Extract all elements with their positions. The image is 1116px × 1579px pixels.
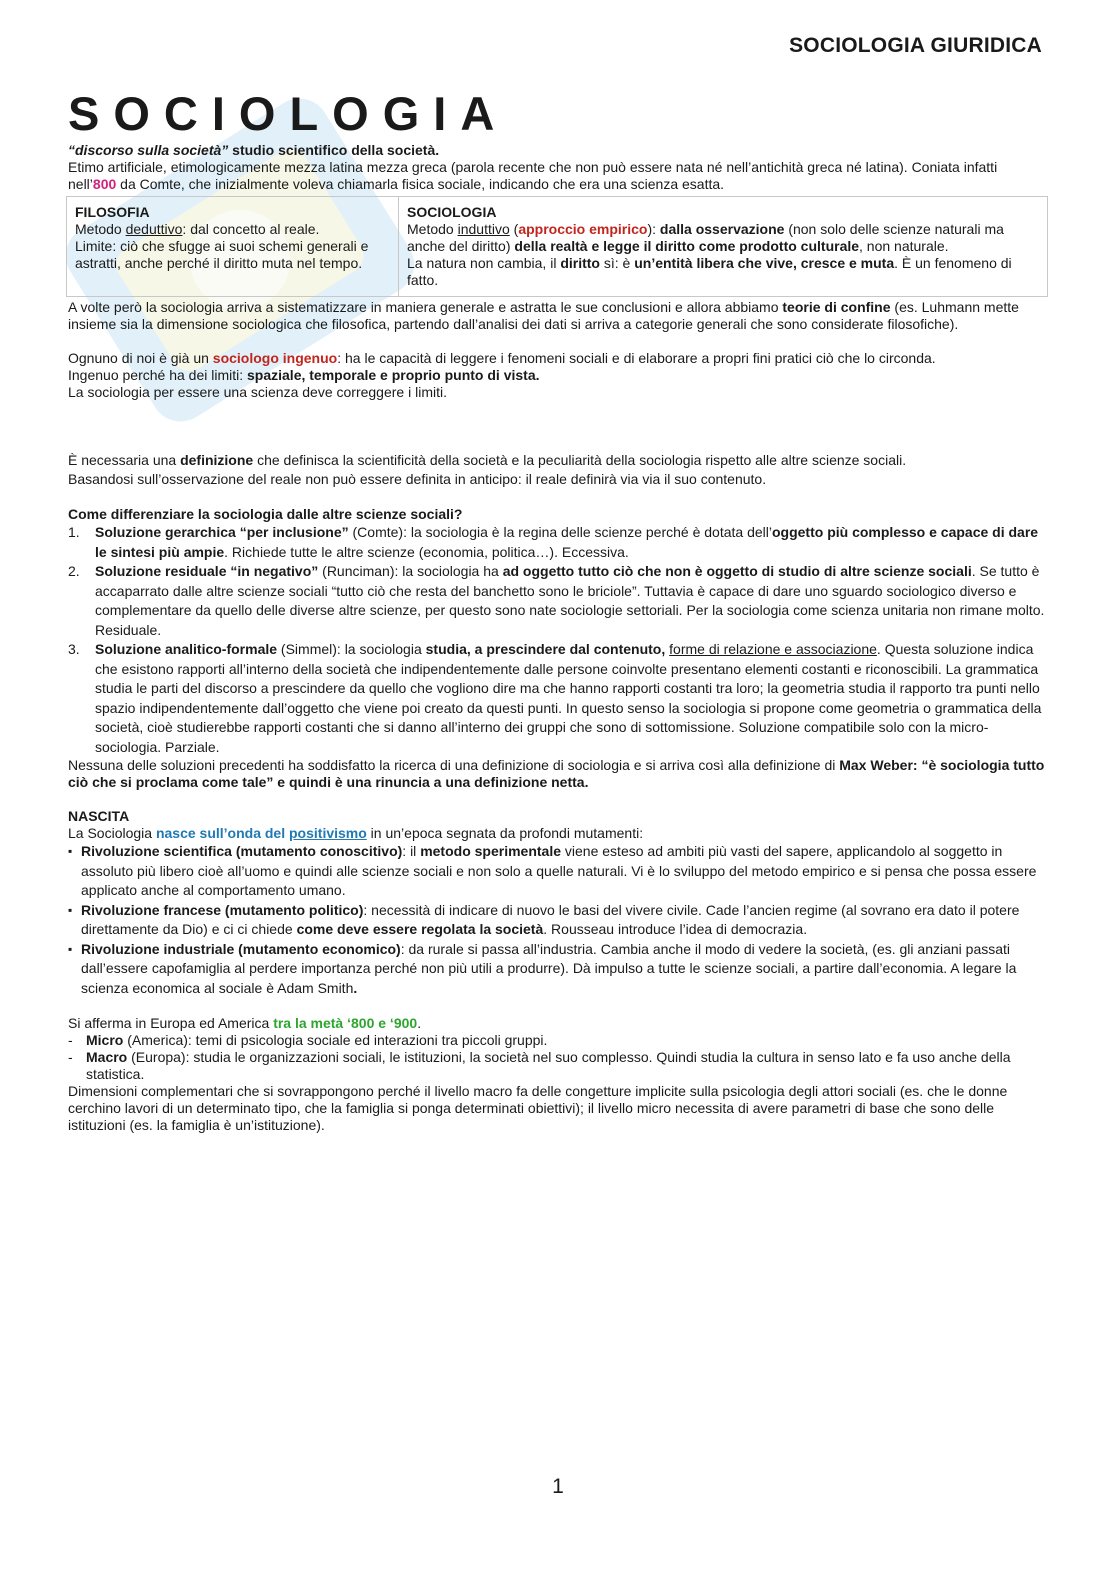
europa-period: tra la metà ‘800 e ‘900: [273, 1015, 418, 1031]
rivoluzione-text-2: . Rousseau introduce l’idea di democrazia.: [543, 921, 808, 937]
sociologia-method: [407, 221, 1039, 255]
solution-text-2: . Richiede tutte le altre scienze (economia, politica…). Eccessiva.: [224, 543, 629, 560]
rivoluzione-text-2: viene esteso ad ambiti più vasti del sapere, applicandolo al soggetto in assoluto più libero cioè all’uomo e quindi alle scienze sociali e non solo a quelle naturali. Vi è lo sviluppo del metodo empirico e si pensa che possa essere applicato anche al comportamento umano.: [81, 843, 1037, 898]
soc-colon: ):: [647, 221, 660, 237]
document-body: [68, 86, 1048, 1134]
confine-text: A volte però la sociologia arriva a sistematizzare in maniera generale e astratta le sue conclusioni e allora abbiamo: [68, 299, 783, 315]
soc-osservazione: dalla osservazione: [659, 221, 785, 237]
europa-text: Si afferma in Europa ed America: [68, 1015, 274, 1031]
definizione-paragraph-2: Basandosi sull’osservazione del reale non può essere definita in anticipo: il reale definirà via via il suo contenuto.: [68, 471, 767, 487]
etimo-800: 800: [92, 176, 117, 192]
micro-macro-item: [68, 1049, 1048, 1083]
subtitle-quote: “discorso sulla società”: [68, 142, 229, 158]
rivoluzioni-list: [68, 842, 1048, 998]
micro-macro-item: [68, 1032, 1048, 1049]
soc-entita: un’entità libera che vive, cresce e muta: [634, 255, 895, 271]
sociologia-method-type: induttivo: [457, 221, 510, 237]
ingenuo-limiti: [68, 367, 1048, 384]
micro-macro-title: Macro: [86, 1049, 128, 1065]
filosofia-method-label: Metodo: [75, 221, 126, 237]
sociologia-natura: [407, 255, 1039, 289]
dimensioni-paragraph: Dimensioni complementari che si sovrappongono perché il livello macro fa delle congetture implicite sulla psicologia degli attori sociali (es. che le donne cerchino lavori di un determinato tipo, che la famiglia si ponga determinati obiettivi); il livello micro necessita di avere parametri di base che sono delle istituzioni (es. la famiglia è un’istituzione).: [68, 1083, 1008, 1133]
etimo-paragraph: [68, 159, 1048, 193]
teorie-di-confine: teorie di confine: [782, 299, 891, 315]
nascita-text-2: in un’epoca segnata da profondi mutamenti:: [366, 825, 644, 841]
soc-realta: della realtà e legge il diritto come prodotto culturale: [514, 238, 860, 254]
ingenuo-text-2: : ha le capacità di leggere i fenomeni sociali e di elaborare a propri fini pratici ciò che lo circonda.: [337, 350, 936, 366]
rivoluzione-item: [68, 842, 1048, 901]
solution-item: [68, 640, 1048, 757]
ingenuo-correggere: La sociologia per essere una scienza deve correggere i limiti.: [68, 384, 447, 400]
filosofia-title: FILOSOFIA: [75, 204, 150, 220]
filosofia-method-desc: : dal concetto al reale.: [182, 221, 320, 237]
rivoluzione-item: [68, 901, 1048, 940]
micro-macro-list: [68, 1032, 1048, 1083]
filosofia-limit: Limite: ciò che sfugge ai suoi schemi generali e astratti, anche perché il diritto muta nel tempo.: [75, 238, 369, 271]
comparison-table: [66, 196, 1048, 297]
rivoluzione-bold: .: [353, 979, 358, 996]
soc-text-2: , non naturale.: [859, 238, 949, 254]
rivoluzione-title: Rivoluzione scientifica: [81, 843, 232, 859]
sociologia-cell: [399, 197, 1048, 297]
weber-end: .: [584, 774, 589, 790]
definizione-paragraph: [68, 451, 1048, 470]
bullet-icon: ▪: [68, 941, 73, 956]
soc-natura-text: La natura non cambia, il: [407, 255, 561, 271]
etimo-text: Etimo artificiale, etimologicamente mezza latina mezza greca (parola recente che non può essere nata né nell’antichità greca né latina). Coniata infatti nell’: [68, 159, 998, 192]
solution-item: [68, 523, 1048, 562]
ingenuo-paragraph: [68, 350, 1048, 367]
rivoluzione-type: (mutamento conoscitivo): [231, 843, 403, 859]
bullet-icon: ▪: [68, 902, 73, 917]
come-heading: Come differenziare la sociologia dalle altre scienze sociali?: [68, 506, 463, 522]
limiti-bold: spaziale, temporale e proprio punto di vista.: [247, 367, 540, 383]
solution-bold: studia, a prescindere dal contenuto,: [425, 641, 666, 657]
rivoluzione-type: (mutamento economico): [234, 940, 401, 957]
soc-diritto: diritto: [560, 255, 600, 271]
definizione-bold: definizione: [180, 452, 254, 468]
ingenuo-text: Ognuno di noi è già un: [68, 350, 213, 366]
micro-macro-title: Micro: [86, 1032, 124, 1048]
solution-text-2: . Questa soluzione indica che esistono rapporti all’interno della società che indipendentemente dalle persone coinvolte presentano elementi costanti e riconoscibili. La grammatica studia le parti del discorso a prescindere da quello che vogliono dire ma che hanno rapporti costanti tra loro; la geometria studia il rapporto tra punti nello spazio indipendentemente dall’oggetto che viene poi creato da questi punti. In questo senso la sociologia si propone come geometria o grammatica della società, cioè studierebbe rapporti costanti che si danno all’interno dei gruppi che sono di sottomissione. Soluzione compatibile solo con la micro-sociologia. Parziale.: [95, 641, 1042, 755]
soc-natura-text-3: . È un fenomeno di fatto.: [407, 255, 1012, 288]
dash-marker: -: [68, 1049, 73, 1065]
nascita-intro: [68, 825, 1048, 842]
rivoluzione-item: [68, 940, 1048, 999]
confine-paragraph: [68, 299, 1048, 333]
definizione-text-2: che definisca la scientificità della società e la peculiarità della sociologia rispetto alle altre scienze sociali.: [253, 452, 907, 468]
subtitle-rest: studio scientifico della società.: [228, 142, 440, 158]
rivoluzione-text: : da rurale si passa all’industria. Cambia anche il modo di vedere la società, (es. gli anziani passati dall’essere capofamiglia al perdere importanza perché non più utili a produrre). Dà impulso a tutte le scienze sociali, a partire dall’economia. A legare la scienza economica al sociale è Adam Smith: [81, 940, 1017, 996]
solution-text: (Comte): la sociologia è la regina delle scienze perché è dotata dell’: [348, 524, 772, 540]
filosofia-method: [75, 221, 390, 238]
micro-macro-text: (America): temi di psicologia sociale ed interazioni tra piccoli gruppi.: [123, 1032, 548, 1048]
europa-end: .: [417, 1015, 422, 1031]
positivismo-link[interactable]: positivismo: [289, 825, 367, 841]
solutions-list: [68, 523, 1048, 757]
filosofia-cell: [67, 197, 399, 297]
sociologia-method-label: Metodo: [407, 221, 458, 237]
solution-item: [68, 562, 1048, 640]
rivoluzione-text: : necessità di indicare di nuovo le basi del vivere civile. Cade l’ancien regime (al sovrano era dato il potere direttamente da Dio) e ci ci chiede: [81, 901, 1020, 937]
solution-text: (Runciman): la sociologia ha: [318, 563, 503, 579]
page-number: 1: [552, 1475, 564, 1498]
filosofia-method-type: deduttivo: [125, 221, 183, 237]
limiti-text: Ingenuo perché ha dei limiti:: [68, 367, 247, 383]
solution-bold: ad oggetto tutto ciò che non è oggetto di studio di altre scienze sociali: [502, 563, 972, 579]
rivoluzione-title: Rivoluzione industriale: [81, 940, 235, 957]
micro-macro-text: (Europa): studia le organizzazioni sociali, le istituzioni, la società nel suo complesso. Quindi studia la cultura in senso lato e fa uso anche della statistica.: [86, 1049, 1011, 1082]
solution-underline: forme di relazione e associazione: [669, 641, 877, 657]
etimo-text-2: da Comte, che inizialmente voleva chiamarla fisica sociale, indicando che era una scienza esatta.: [116, 176, 725, 192]
rivoluzione-title: Rivoluzione francese: [81, 901, 222, 918]
sociologo-ingenuo: sociologo ingenuo: [212, 350, 338, 366]
document-title: SOCIOLOGIA: [68, 87, 509, 140]
solution-title: Soluzione residuale “in negativo”: [95, 563, 319, 579]
soc-paren: (: [509, 221, 519, 237]
solution-text: (Simmel): la sociologia: [277, 641, 426, 657]
bullet-icon: ▪: [68, 844, 73, 858]
rivoluzione-bold: come deve essere regolata la società: [296, 921, 544, 937]
approccio-empirico: approccio empirico: [518, 221, 648, 237]
rivoluzione-text: : il: [402, 843, 421, 859]
solution-number: 3.: [68, 641, 80, 657]
definizione-text: È necessaria una: [68, 452, 181, 468]
dash-marker: -: [68, 1032, 73, 1048]
rivoluzione-bold: metodo sperimentale: [420, 843, 562, 859]
sociologia-title: SOCIOLOGIA: [407, 204, 497, 220]
solution-text-2: . Se tutto è accaparrato dalle altre scienze sociali “tutto ciò che resta del banchetto sono le briciole”. Tuttavia è capace di dare uno sguardo sociologico diverso e complementare da quello delle diverse altre scienze, per questo sono nate sociologie settoriali. Per la sociologia come scienza unitaria non rimane molto. Residuale.: [95, 563, 1045, 638]
solution-number: 2.: [68, 563, 80, 579]
solution-title: Soluzione gerarchica “per inclusione”: [95, 524, 349, 540]
rivoluzione-type: (mutamento politico): [221, 901, 364, 918]
nascita-text: La Sociologia: [68, 825, 156, 841]
soc-text: (non solo delle scienze naturali ma anche del diritto): [407, 221, 1004, 254]
nascita-onda: nasce sull’onda del: [155, 825, 289, 841]
solution-title: Soluzione analitico-formale: [95, 641, 278, 657]
subtitle: [68, 142, 1048, 159]
nascita-heading: NASCITA: [68, 808, 130, 824]
solution-bold: oggetto più complesso e capace di dare le sintesi più ampie: [95, 524, 1039, 560]
soc-natura-text-2: sì: è: [599, 255, 635, 271]
page-header: SOCIOLOGIA GIURIDICA: [789, 34, 1042, 57]
solution-number: 1.: [68, 524, 80, 540]
weber-text: Nessuna delle soluzioni precedenti ha soddisfatto la ricerca di una definizione di sociologia e si arriva così alla definizione di: [68, 757, 840, 773]
weber-bold: Max Weber: “è sociologia tutto ciò che si proclama come tale” e quindi è una rinuncia a una definizione netta: [68, 757, 1045, 790]
confine-text-2: (es. Luhmann mette insieme sia la dimensione sociologica che filosofica, partendo dall’analisi dei dati si arriva a categorie generali che sono considerate filosofiche).: [68, 299, 1019, 332]
europa-paragraph: [68, 1015, 1048, 1032]
weber-paragraph: [68, 757, 1048, 791]
